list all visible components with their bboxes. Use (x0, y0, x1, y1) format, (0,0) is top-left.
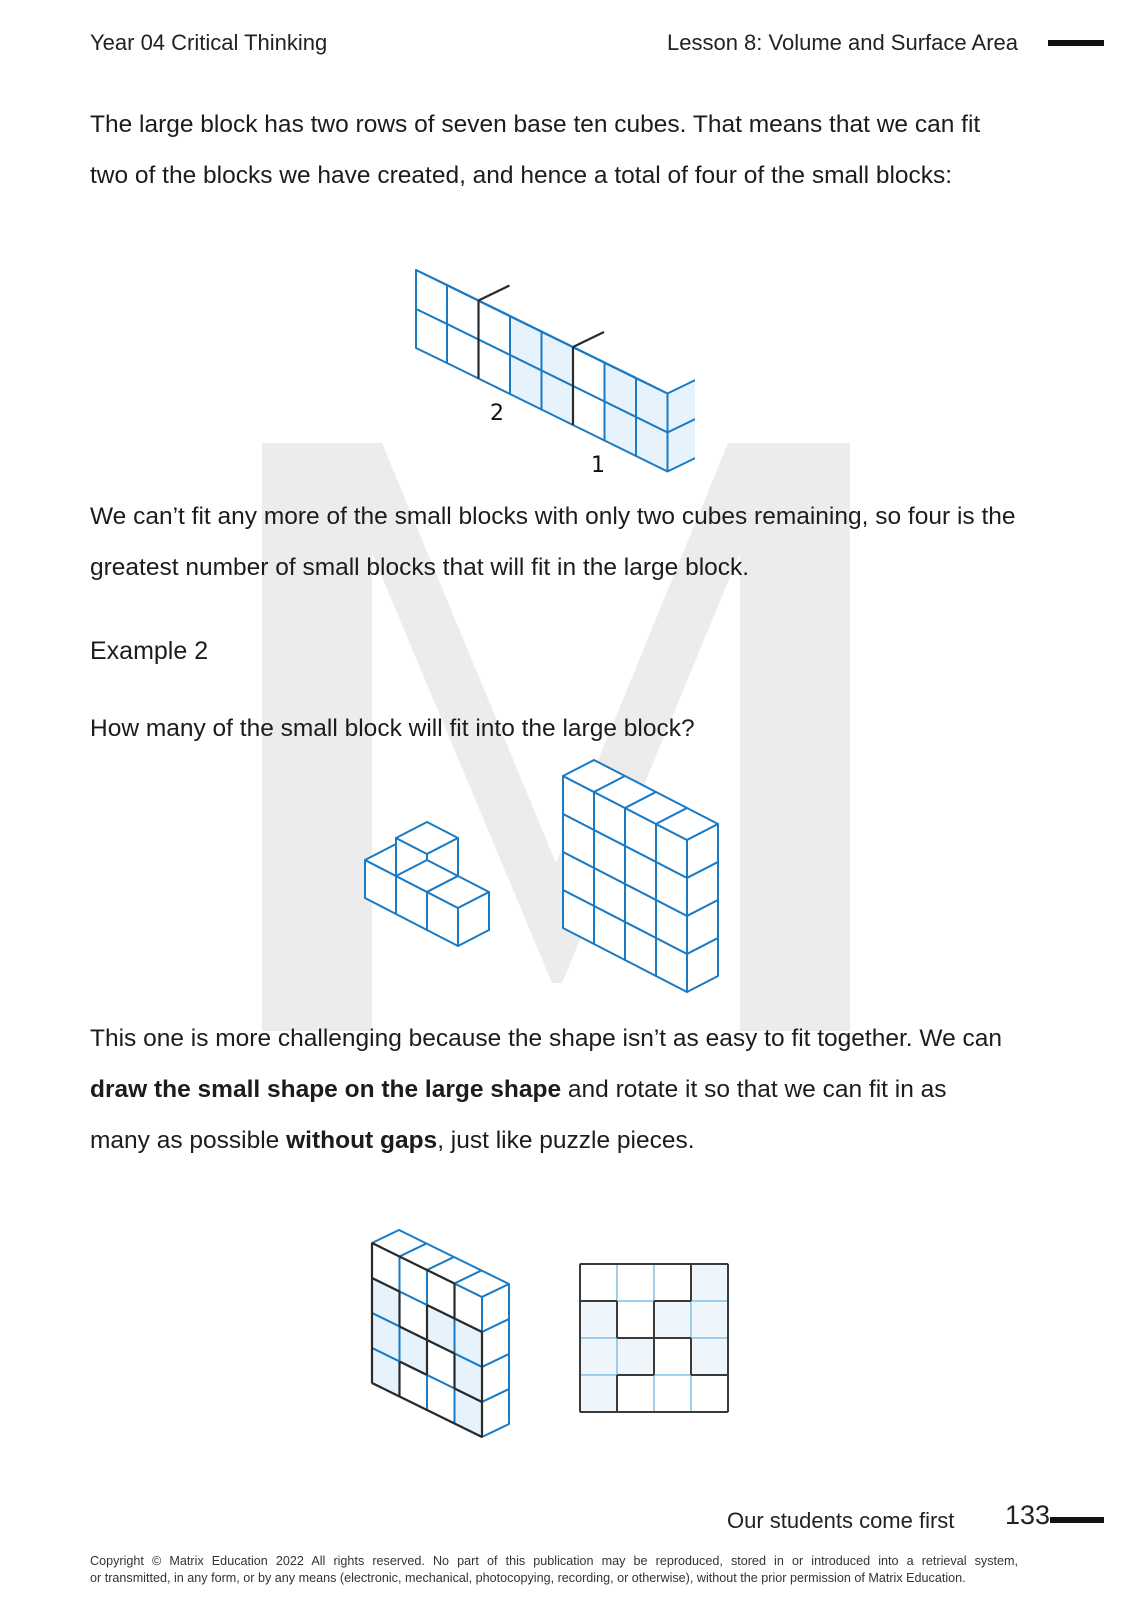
diagram-solution-grid (578, 1262, 733, 1417)
example-question: How many of the small block will fit into the large block? (90, 715, 695, 742)
diagram-solution-wall (370, 1218, 530, 1438)
lesson-title: Lesson 8: Volume and Surface Area (666, 30, 1018, 55)
footer-tagline: Our students come first (727, 1508, 955, 1533)
emphasis-draw-shape: draw the small shape on the large shape (90, 1076, 562, 1103)
copyright-notice: Copyright © Matrix Education 2022 All rights reserved. No part of this publication may be reproduced, stored in or introduced into a retrieval system, or transmitted, in any form, or by any means (electronic, mechanical, photocopying, recording, or otherwise), without the prior permission of Matrix Education. (90, 1554, 1018, 1585)
page-number: 133 (1005, 1500, 1051, 1530)
label-2: 2 (490, 401, 504, 426)
label-1: 1 (591, 453, 605, 478)
emphasis-without-gaps: without gaps (286, 1127, 438, 1154)
header-rule (1048, 40, 1104, 46)
footer-rule (1050, 1517, 1104, 1523)
example-heading: Example 2 (90, 637, 209, 665)
paragraph-strategy: This one is more challenging because the shape isn’t as easy to fit together. We can draw the small shape on the large shape and rotate it so that we can fit in as many as possible without gaps, just like puzzle pieces. (90, 1025, 1003, 1154)
paragraph-intro: The large block has two rows of seven base ten cubes. That means that we can fit two of the blocks we have created, and hence a total of four of the small blocks: (90, 111, 981, 189)
course-title: Year 04 Critical Thinking (90, 30, 328, 55)
paragraph-conclusion: We can’t fit any more of the small blocks with only two cubes remaining, so four is the greatest number of small blocks that will fit in the large block. (90, 503, 1016, 581)
diagram-small-and-large-blocks (360, 755, 740, 1010)
diagram-two-rows-blocks (415, 255, 695, 480)
